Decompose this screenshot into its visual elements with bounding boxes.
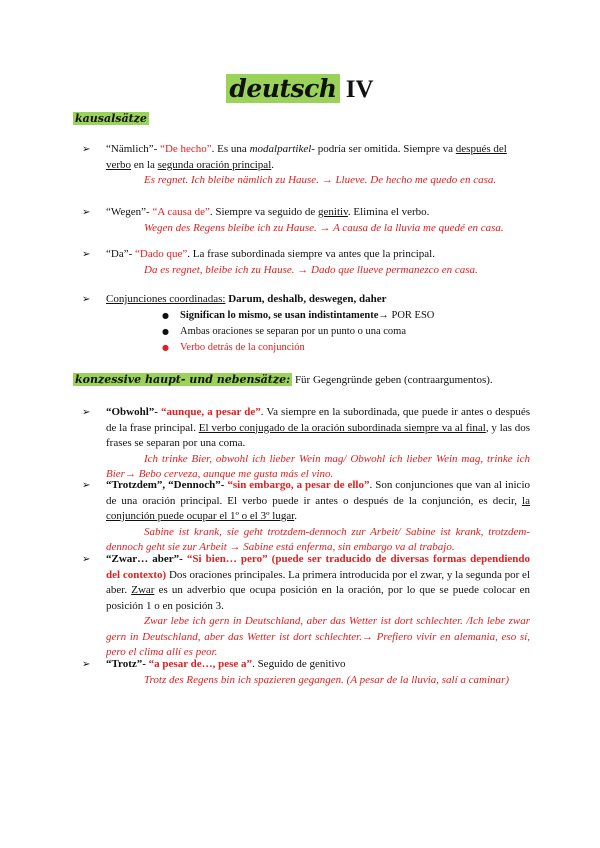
description-underlined: El verbo conjugado de la oración subordinada siempre va al final (198, 421, 486, 434)
term: “Trotz”- (106, 658, 146, 670)
bullet-text: → POR ESO (378, 310, 435, 321)
example-sentence: Trotz des Regens bin ich spazieren gegangen. (A pesar de la lluvia, salí a caminar) (144, 673, 509, 686)
section-heading-konzessiv (73, 373, 493, 387)
list-item-namlich (82, 142, 530, 189)
arrow-bullet-icon: ➢ (82, 407, 91, 418)
description-italic: modalpartikel (249, 143, 312, 155)
term: “Obwohl”- (106, 406, 158, 418)
translation: “A causa de” (152, 206, 210, 218)
list-item-zwar-aber (82, 552, 530, 661)
bullet-item (162, 325, 406, 339)
description: . Es una (211, 143, 250, 155)
dot-bullet-icon: ● (162, 311, 169, 320)
bullet-item (162, 309, 434, 323)
section-heading-desc: Für Gegengründe geben (contraargumentos). (292, 374, 493, 386)
description: , y las dos frases se separan por una coma. (106, 421, 530, 449)
translation: “Si bien… pero” (186, 553, 268, 565)
term: “Nämlich”- (106, 143, 158, 155)
example-sentence: Wegen des Regens bleibe ich zu Hause. → A causa de la lluvia me quedé en casa. (144, 221, 504, 234)
description: . La frase subordinada siempre va antes que la principal. (187, 248, 435, 260)
description-underlined: segunda oración principal (157, 158, 272, 171)
term: “Zwar… aber”- (106, 553, 183, 565)
description-underlined: Zwar (131, 584, 155, 596)
translation: “sin embargo, a pesar de ello” (227, 479, 370, 491)
page-title (0, 74, 600, 105)
translation: “De hecho” (160, 143, 212, 155)
translation-note: (puede ser traducido de diversas formas dependiendo del contexto) (106, 553, 531, 581)
example-sentence: Sabine ist krank, sie geht trotzdem-dennoch zur Arbeit/ Sabine ist krank, trotzdem-dennoch geht sie zur Arbeit → Sabine está enferma, sin embargo va al trabajo. (106, 525, 530, 553)
arrow-bullet-icon: ➢ (82, 249, 91, 260)
translation: “Dado que” (135, 248, 188, 260)
description-underlined: la conjunción puede ocupar el 1º o el 3º lugar (106, 494, 530, 522)
arrow-bullet-icon: ➢ (82, 480, 91, 491)
example-sentence: Zwar lebe ich gern in Deutschland, aber das Wetter ist dort schlechter. /Ich lebe zwar gern in Deutschland, aber das Wetter ist dort schlechter.→ Prefiero vivir en alemania, eso sí, pero el clima allí es peor. (106, 615, 530, 658)
list-item-wegen (82, 205, 530, 236)
example-sentence: Da es regnet, bleibe ich zu Hause. → Dado que llueve permanezco en casa. (144, 263, 478, 276)
term: “Trotzdem”, “Dennoch”- (106, 479, 225, 491)
section-heading-label: kausalsätze (75, 112, 147, 125)
dot-bullet-icon: ● (162, 327, 169, 336)
conj-label: Conjunciones coordinadas: (106, 293, 226, 305)
description-underlined: genitiv (318, 206, 348, 218)
bullet-text: Verbo detrás de la conjunción (180, 342, 305, 353)
example-sentence: Ich trinke Bier, obwohl ich lieber Wein mag/ Obwohl ich lieber Wein mag, trinke ich Bier→ Bebo cerveza, aunque me gusta más el vino. (106, 452, 530, 480)
section-heading-label: konzessive haupt- und nebensätze: (75, 373, 291, 386)
section-heading-kausalsatze (73, 112, 149, 126)
example-sentence: Es regnet. Ich bleibe nämlich zu Hause. → Llueve. De hecho me quedo en casa. (144, 174, 497, 186)
arrow-bullet-icon: ➢ (82, 294, 91, 305)
dot-bullet-icon: ● (162, 343, 169, 352)
arrow-bullet-icon: ➢ (82, 659, 91, 670)
list-item-da (82, 247, 530, 278)
bullet-item (162, 341, 305, 355)
title-number: IV (339, 76, 374, 103)
description-underlined: después del verbo (106, 143, 507, 171)
description: . Seguido de genitivo (252, 658, 346, 670)
arrow-bullet-icon: ➢ (82, 144, 91, 155)
description: - podría ser omitida. Siempre va (311, 143, 456, 155)
description: es un adverbio que ocupa posición en la oración, por lo que se puede colocar en posición 1 o en posición 3. (106, 584, 531, 612)
list-item-obwohl (82, 405, 530, 483)
arrow-bullet-icon: ➢ (82, 554, 91, 565)
description: . Siempre va seguido de (209, 206, 319, 218)
description: . (271, 158, 275, 171)
description: Dos oraciones principales. La primera introducida por el zwar, y la segunda por el aber. (106, 568, 530, 596)
term: “Da”- (106, 248, 133, 260)
conj-words: Darum, deshalb, deswegen, daher (225, 293, 387, 305)
description: . Va siempre en la subordinada, que puede ir antes o después de la frase principal. (106, 406, 531, 434)
list-item-trotzdem (82, 478, 530, 556)
list-item-conjunciones (82, 292, 530, 308)
list-item-trotz (82, 657, 530, 688)
description: . Son conjunciones que van al inicio de una oración principal. El verbo puede ir antes o después de la conjunción, es decir, (106, 479, 531, 507)
translation: “a pesar de…, pese a” (148, 658, 253, 670)
bullet-bold: Significan lo mismo, se usan indistintamente (180, 310, 379, 321)
description: . (294, 510, 298, 522)
description: . Elimina el verbo. (347, 206, 430, 218)
arrow-bullet-icon: ➢ (82, 207, 91, 218)
description: en la (131, 158, 158, 171)
translation: “aunque, a pesar de” (161, 406, 261, 418)
term: “Wegen”- (106, 206, 150, 218)
title-main: deutsch (226, 74, 339, 103)
bullet-text: Ambas oraciones se separan por un punto o una coma (180, 326, 406, 337)
